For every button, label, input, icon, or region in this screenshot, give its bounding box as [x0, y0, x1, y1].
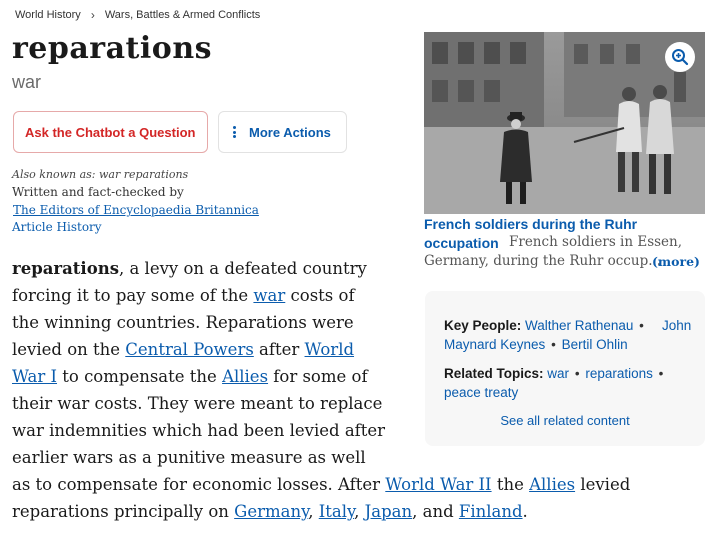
more-vertical-icon	[233, 126, 236, 138]
link-allies-2[interactable]: Allies	[529, 475, 576, 494]
page-subtitle: war	[12, 72, 42, 92]
written-by-text: Written and fact-checked by	[12, 185, 184, 199]
bullet: •	[551, 337, 556, 352]
article-text: levied on the	[12, 340, 126, 359]
link-central-powers[interactable]: Central Powers	[125, 340, 254, 359]
key-people-line	[444, 316, 692, 335]
article-text: for some of	[268, 367, 368, 386]
article-text: costs of	[285, 286, 355, 305]
caption-more-link[interactable]: (more)	[652, 254, 700, 269]
more-actions-button[interactable]	[218, 111, 347, 153]
article-text: ,	[308, 502, 319, 521]
link-war[interactable]: war	[253, 286, 286, 305]
article-term: reparations	[12, 259, 119, 278]
more-actions-label: More Actions	[249, 124, 331, 140]
link-finland[interactable]: Finland	[458, 502, 523, 521]
article-photo[interactable]	[424, 32, 705, 214]
editors-link[interactable]: The Editors of Encyclopaedia Britannica	[13, 203, 259, 217]
article-line	[12, 471, 630, 498]
article-text: as to compensate for economic losses. After	[12, 475, 386, 494]
media-caption-title[interactable]: French soldiers during the Ruhr occupation	[424, 216, 638, 251]
article-text: ,	[354, 502, 365, 521]
breadcrumb-link-wars[interactable]: Wars, Battles & Armed Conflicts	[104, 9, 261, 21]
link-allies[interactable]: Allies	[222, 367, 269, 386]
zoom-in-button[interactable]	[665, 42, 695, 72]
article-text: the	[491, 475, 530, 494]
bullet: •	[574, 366, 580, 381]
link-world-war-i-cont[interactable]: War I	[12, 367, 58, 386]
article-text: earlier wars as a punitive measure as well	[12, 448, 366, 467]
see-all-related-link[interactable]: See all related content	[500, 413, 630, 428]
article-text: their war costs. They were meant to replace	[12, 394, 383, 413]
breadcrumb-link-world-history[interactable]: World History	[15, 9, 81, 21]
zoom-in-icon	[671, 48, 689, 66]
ask-chatbot-button[interactable]: Ask the Chatbot a Question	[13, 111, 208, 153]
article-text: to compensate the	[57, 367, 223, 386]
article-text: war indemnities which had been levied after	[12, 421, 386, 440]
article-text: , a levy on a defeated country	[118, 259, 367, 278]
key-person-link[interactable]: John	[662, 318, 692, 333]
key-person-link[interactable]: Walther Rathenau	[525, 318, 634, 333]
related-topics-line	[444, 364, 665, 383]
related-panel	[425, 291, 705, 446]
key-person-link[interactable]: Bertil Ohlin	[561, 337, 628, 352]
also-known-as: Also known as: war reparations	[12, 168, 189, 181]
article-text: forcing it to pay some of the	[12, 286, 254, 305]
topic-link[interactable]: reparations	[585, 366, 653, 381]
article-text: after	[253, 340, 305, 359]
article-line	[12, 444, 630, 471]
key-person-link-cont[interactable]: Maynard Keynes	[444, 337, 546, 352]
related-topics-label: Related Topics:	[444, 366, 544, 381]
breadcrumb	[15, 8, 260, 22]
bullet: •	[658, 366, 664, 381]
page-title: reparations	[12, 31, 213, 66]
link-germany[interactable]: Germany	[234, 502, 309, 521]
article-text: levied	[575, 475, 631, 494]
link-japan[interactable]: Japan	[364, 502, 413, 521]
key-people-line-2	[444, 335, 628, 354]
article-text: .	[522, 502, 528, 521]
breadcrumb-separator: ›	[90, 8, 95, 22]
photo-illustration	[424, 32, 705, 214]
bullet: •	[639, 318, 644, 333]
related-topics-line-2	[444, 383, 518, 402]
link-world-war-ii[interactable]: World War II	[385, 475, 492, 494]
media-caption-text-2: Germany, during the Ruhr occup...	[424, 253, 662, 269]
link-italy[interactable]: Italy	[318, 502, 355, 521]
article-text: , and	[412, 502, 459, 521]
topic-link[interactable]: war	[547, 366, 570, 381]
article-text: reparations principally on	[12, 502, 235, 521]
article-line	[12, 498, 630, 525]
link-world-war-i[interactable]: World	[304, 340, 355, 359]
key-people-label: Key People:	[444, 318, 522, 333]
media-caption-text: French soldiers in Essen,	[509, 234, 683, 250]
article-history-link[interactable]: Article History	[12, 220, 102, 234]
topic-link[interactable]: peace treaty	[444, 385, 519, 400]
article-text: the winning countries. Reparations were	[12, 313, 354, 332]
